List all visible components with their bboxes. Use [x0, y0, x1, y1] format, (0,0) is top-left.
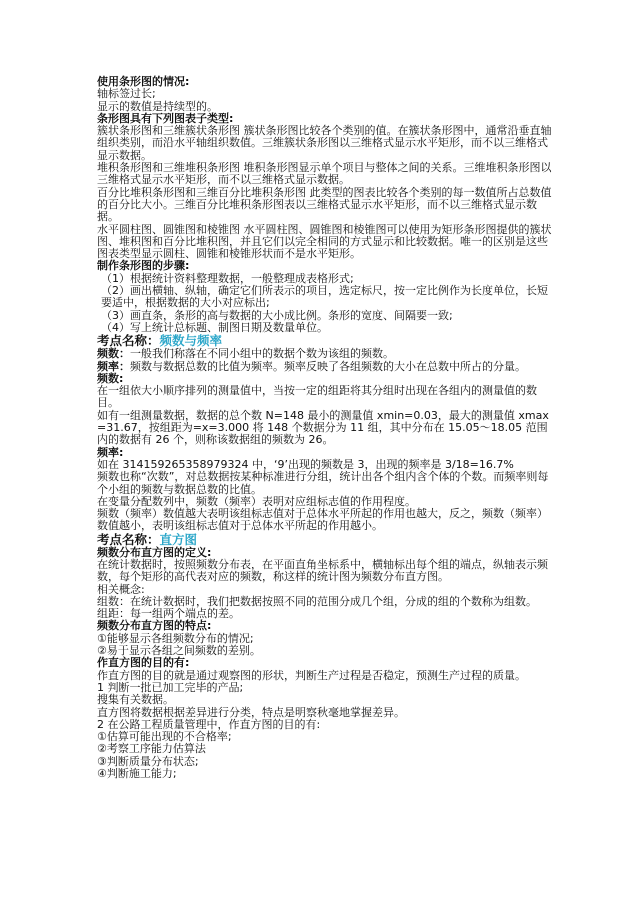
paragraph-line: ①估算可能出现的不合格率; — [97, 730, 232, 744]
paragraph-line: 直方图将数据根据差异进行分类，特点是明察秋毫地掌握差异。 — [97, 705, 405, 719]
paragraph-line: 2 在公路工程质量管理中，作直方图的目的有: — [97, 717, 321, 731]
paragraph-line: ③判断质量分布状态; — [97, 754, 199, 768]
heading-link-text[interactable]: 直方图 — [159, 531, 198, 547]
heading-link-text[interactable]: 频数与频率 — [159, 333, 223, 349]
heading-label: 考点名称： — [97, 333, 160, 349]
heading-label: 考点名称： — [97, 531, 160, 547]
term-definition: 一般我们称落在不同小组中的数据个数为该组的频数。 — [130, 347, 394, 361]
paragraph-line: 堆积条形图和三维堆积条形图 堆积条形图显示单个项目与整体之间的关系。三维堆积条形图以三维格式显示水平矩形，而不以三维格式显示数据。 — [97, 161, 552, 187]
term-definition: 频数与数据总数的比值为频率。频率反映了各组频数的大小在总数中所占的分量。 — [130, 359, 526, 373]
paragraph-line: 在一组依大小顺序排列的测量值中，当按一定的组距将其分组时出现在各组内的测量值的数目。 — [97, 384, 537, 410]
subheading: 使用条形图的情况: — [97, 75, 190, 88]
subheading: 频数分布直方图的定义: — [97, 545, 212, 559]
paragraph-line: 作直方图的目的就是通过观察图的形状，判断生产过程是否稳定，预测生产过程的质量。 — [97, 668, 526, 682]
paragraph-line: 如在 314159265358979324 中，‘9’出现的频数是 3，出现的频率是 3/18=16.7% — [97, 457, 514, 471]
subheading: 条形图具有下列图表子类型: — [97, 111, 234, 125]
paragraph-line: （3）画直条，条形的高与数据的大小成比例。条形的宽度、间隔要一致; — [101, 308, 453, 322]
paragraph-line: 组距：每一组两个端点的差。 — [97, 607, 240, 621]
paragraph-line: ①能够显示各组频数分布的情况; — [97, 631, 254, 645]
subheading: 作直方图的目的有: — [97, 656, 190, 670]
document-body — [97, 76, 552, 780]
paragraph-line: 相关概念: — [97, 582, 145, 596]
paragraph-line: 在变量分配数列中，频数（频率）表明对应组标志值的作用程度。 — [97, 494, 416, 508]
term-label: 频数： — [97, 347, 130, 361]
paragraph-line: 显示的数值是持续型的。 — [97, 99, 218, 113]
paragraph-line: 水平圆柱图、圆锥图和棱锥图 水平圆柱图、圆锥图和棱锥图可以使用为矩形条形图提供的簇状图、堆积图和百分比堆积图，并且它们以完全相同的方式显示和比较数据。唯一的区别是这些图表类型显示圆柱、圆锥和棱锥形状而不是水平矩形。 — [97, 222, 552, 261]
paragraph-line: 在统计数据时，按照频数分布表，在平面直角坐标系中，横轴标出每个组的端点，纵轴表示频数，每个矩形的高代表对应的频数，称这样的统计图为频数分布直方图。 — [97, 557, 548, 584]
paragraph-line: 频数也称“次数”，对总数据按某种标准进行分组，统计出各个组内含个体的个数。而频率则每个小组的频数与数据总数的比值。 — [97, 470, 549, 496]
term-label: 频率： — [97, 359, 130, 373]
subheading: 频数分布直方图的特点: — [97, 619, 212, 633]
paragraph-line: 如有一组测量数据，数据的总个数 N=148 最小的测量值 xmin=0.03，最大的测量值 xmax=31.67，按组距为=x=3.000 将 148 个数据分为 11 组，其中分布在 15.05～18.05 范围内的数据有 26 个，则称该数据组的频数为 26。 — [97, 408, 549, 447]
paragraph-line: 百分比堆积条形图和三维百分比堆积条形图 此类型的图表比较各个类别的每一数值所占总数值的百分比大小。三维百分比堆积条形图表以三维格式显示水平矩形，而不以三维格式显示数据。 — [97, 185, 552, 224]
paragraph-line: 1 判断一批已加工完毕的产品; — [97, 680, 244, 694]
paragraph-line: 轴标签过长; — [97, 87, 156, 101]
subheading: 制作条形图的步骤: — [97, 259, 190, 273]
paragraph-line: ②考察工序能力估算法 — [97, 742, 206, 756]
paragraph-line: 搜集有关数据。 — [97, 693, 174, 707]
paragraph-line: （2）画出横轴、纵轴，确定它们所表示的项目，选定标尺，按一定比例作为长度单位，长短要适中，根据数据的大小对应标出; — [101, 284, 548, 310]
paragraph-line: （4）写上统计总标题、制图日期及数量单位。 — [101, 320, 328, 334]
paragraph-line: 频数（频率）数值越大表明该组标志值对于总体水平所起的作用也越大，反之，频数（频率）数值越小，表明该组标志值对于总体水平所起的作用越小。 — [97, 507, 548, 533]
paragraph-line: （1）根据统计资料整理数据，一般整理成表格形式; — [101, 271, 354, 285]
paragraph-line: 簇状条形图和三维簇状条形图 簇状条形图比较各个类别的值。在簇状条形图中，通常沿垂直轴组织类别，而沿水平轴组织数值。三维簇状条形图以三维格式显示水平矩形，而不以三维格式显示数据。 — [97, 124, 552, 162]
definition-line — [97, 361, 552, 373]
paragraph-line: ②易于显示各组之间频数的差别。 — [97, 644, 261, 658]
paragraph-line: 组数：在统计数据时，我们把数据按照不同的范围分成几个组，分成的组的个数称为组数。 — [97, 594, 537, 608]
section-heading — [97, 533, 552, 547]
paragraph-line: ④判断施工能力; — [97, 767, 177, 781]
subheading: 频率: — [97, 445, 124, 459]
subheading: 频数: — [97, 371, 124, 385]
